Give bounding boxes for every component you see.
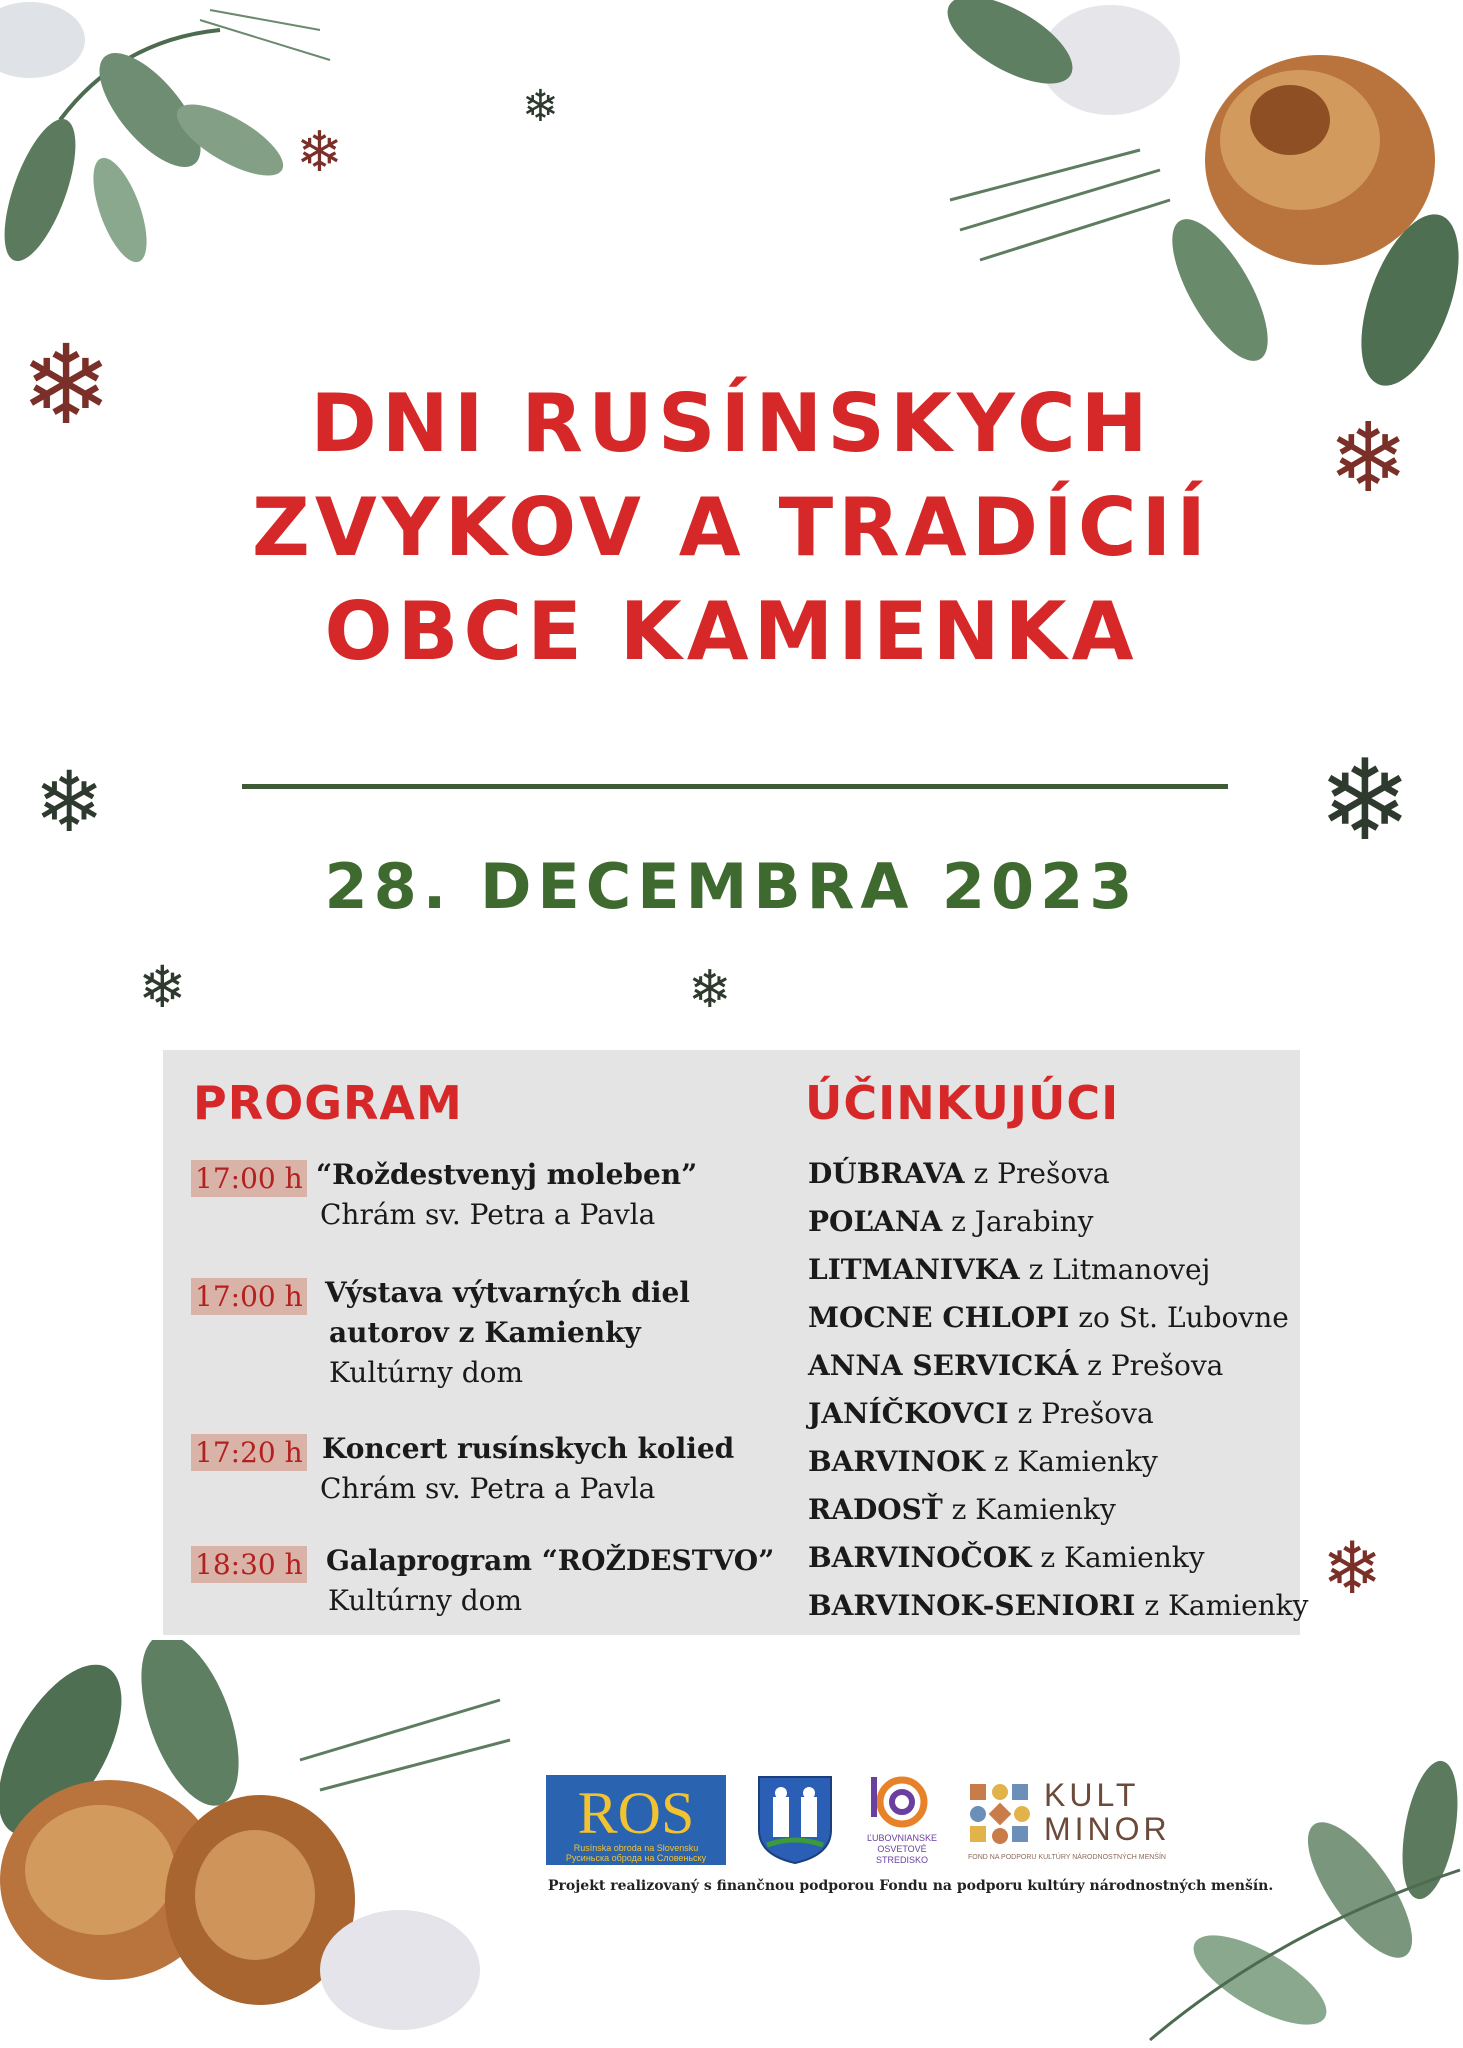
ros-logo (546, 1775, 726, 1865)
ros-logo-line2: Русиньска оброда на Словеньску (565, 1853, 707, 1863)
program-name: autorov z Kamienky (329, 1316, 641, 1349)
program-name: Galaprogram “ROŽDESTVO” (326, 1544, 775, 1577)
snowflake-icon: ❄ (688, 960, 732, 1020)
kult-minor-logo (968, 1778, 1198, 1868)
lubovnianske-osvetove-stredisko-logo (862, 1775, 942, 1867)
performer-origin: z Kamienky (951, 1493, 1116, 1526)
performers-heading: ÚČINKUJÚCI (805, 1076, 1120, 1130)
performer-origin: z Prešova (1017, 1397, 1154, 1430)
kult-minor-line1: KULT (1044, 1777, 1140, 1813)
performer-item (808, 1301, 1289, 1334)
snowflake-icon: ❄ (138, 953, 187, 1021)
performer-item (808, 1541, 1205, 1574)
lubovnianske-line3: STREDISKO (875, 1855, 928, 1865)
snowflake-icon: ❄ (522, 81, 559, 132)
snowflake-icon: ❄ (1328, 402, 1409, 514)
snowflake-icon: ❄ (296, 120, 343, 185)
performer-item (808, 1205, 1093, 1238)
performer-name: RADOSŤ (808, 1493, 943, 1526)
performer-item (808, 1445, 1158, 1478)
event-title-line: DNI RUSÍNSKYCH (310, 377, 1153, 470)
performer-origin: z Prešova (973, 1157, 1110, 1190)
program-place: Kultúrny dom (329, 1356, 524, 1389)
performer-name: BARVINOK-SENIORI (808, 1589, 1136, 1622)
program-name: “Roždestvenyj moleben” (316, 1158, 698, 1191)
performer-item (808, 1157, 1110, 1190)
performer-item (808, 1349, 1223, 1382)
ros-logo-letters: ROS (577, 1780, 695, 1846)
performer-item (808, 1397, 1154, 1430)
event-title (0, 372, 1463, 684)
program-heading: PROGRAM (193, 1076, 463, 1130)
lubovnianske-logo-mark (867, 1775, 937, 1829)
program-name: Koncert rusínskych kolied (322, 1432, 735, 1465)
performer-origin: z Kamienky (993, 1445, 1158, 1478)
performer-name: POĽANA (808, 1205, 943, 1238)
top-left-greenery-decoration (0, 0, 340, 320)
title-divider (242, 784, 1228, 789)
program-time: 18:30 h (191, 1546, 307, 1583)
performer-name: JANÍČKOVCI (808, 1397, 1009, 1430)
performer-origin: zo St. Ľubovne (1078, 1301, 1289, 1334)
performer-origin: z Litmanovej (1028, 1253, 1211, 1286)
kult-minor-line3: FOND NA PODPORU KULTÚRY NÁRODNOSTNÝCH MENŠÍN (968, 1854, 1166, 1861)
performer-origin: z Jarabiny (951, 1205, 1094, 1238)
snowflake-icon: ❄ (34, 753, 105, 851)
top-right-pinecone-decoration (930, 0, 1463, 400)
program-name: Výstava výtvarných diel (325, 1276, 690, 1309)
lubovnianske-line1: ĽUBOVNIANSKE (866, 1833, 938, 1843)
event-title-line: OBCE KAMIENKA (324, 585, 1139, 678)
performer-name: BARVINOK (808, 1445, 985, 1478)
kult-minor-line2: MINOR (1044, 1811, 1171, 1847)
performer-name: BARVINOČOK (808, 1541, 1032, 1574)
performer-item (808, 1493, 1116, 1526)
program-place: Kultúrny dom (328, 1584, 523, 1617)
performer-item (808, 1589, 1308, 1622)
performer-item (808, 1253, 1210, 1286)
performer-origin: z Prešova (1087, 1349, 1224, 1382)
program-time: 17:20 h (191, 1434, 307, 1471)
performer-name: LITMANIVKA (808, 1253, 1020, 1286)
performer-name: MOCNE CHLOPI (808, 1301, 1070, 1334)
snowflake-icon: ❄ (1318, 736, 1412, 866)
event-title-line: ZVYKOV A TRADÍCIÍ (251, 481, 1212, 574)
ros-logo-line1: Rusínska obroda na Slovensku (573, 1843, 699, 1853)
performer-origin: z Kamienky (1144, 1589, 1309, 1622)
lubovnianske-line2: OSVETOVÉ (877, 1844, 927, 1854)
performer-name: ANNA SERVICKÁ (808, 1349, 1079, 1382)
program-place: Chrám sv. Petra a Pavla (320, 1472, 656, 1505)
program-place: Chrám sv. Petra a Pavla (320, 1198, 656, 1231)
snowflake-icon: ❄ (20, 321, 113, 449)
program-time: 17:00 h (191, 1160, 307, 1197)
kamienka-coat-of-arms (757, 1775, 833, 1865)
event-date: 28. DECEMBRA 2023 (324, 850, 1139, 923)
bottom-left-pinecone-decoration (0, 1640, 520, 2048)
funding-footnote: Projekt realizovaný s finančnou podporou Fondu na podporu kultúry národnostných menšín. (548, 1878, 1274, 1894)
program-time: 17:00 h (191, 1278, 307, 1315)
kult-minor-mosaic-icon (968, 1782, 1032, 1846)
performer-origin: z Kamienky (1040, 1541, 1205, 1574)
snowflake-icon: ❄ (1322, 1526, 1383, 1610)
performer-name: DÚBRAVA (808, 1157, 965, 1190)
